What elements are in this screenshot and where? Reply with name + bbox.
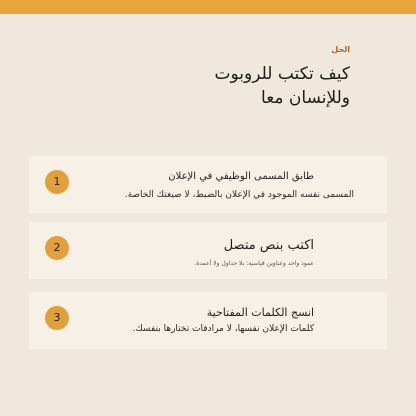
- step-number-badge: 3: [45, 306, 69, 330]
- tip-card-text: [81, 306, 314, 336]
- tip-body: المسمى نفسه الموجود في الإعلان بالضبط، لا صيغتك الخاصة.: [124, 190, 354, 200]
- page-title-line1: كيف تكتب للروبوت: [214, 64, 350, 84]
- tip-card-text: [81, 237, 314, 269]
- tip-heading: انسج الكلمات المفتاحية: [206, 306, 314, 319]
- tip-body: عمود واحد وعناوين قياسية: بلا جداول ولا أعمدة.: [194, 260, 314, 267]
- tip-card-3: [29, 292, 387, 349]
- header: [50, 44, 350, 110]
- page-title-line2: وللإنسان معا: [261, 88, 350, 108]
- tip-card-2: [29, 222, 387, 279]
- step-number-badge: 2: [45, 236, 69, 260]
- tip-body: كلمات الإعلان نفسها، لا مرادفات تختارها بنفسك.: [132, 324, 314, 334]
- section-eyebrow: الحل: [331, 45, 350, 54]
- top-accent-bar: [0, 0, 416, 14]
- tip-card-1: [29, 156, 387, 213]
- tip-card-text: [81, 170, 354, 202]
- tip-heading: طابق المسمى الوظيفي في الإعلان: [168, 171, 314, 182]
- step-number-badge: 1: [45, 170, 69, 194]
- tip-heading: اكتب بنص متصل: [223, 238, 314, 253]
